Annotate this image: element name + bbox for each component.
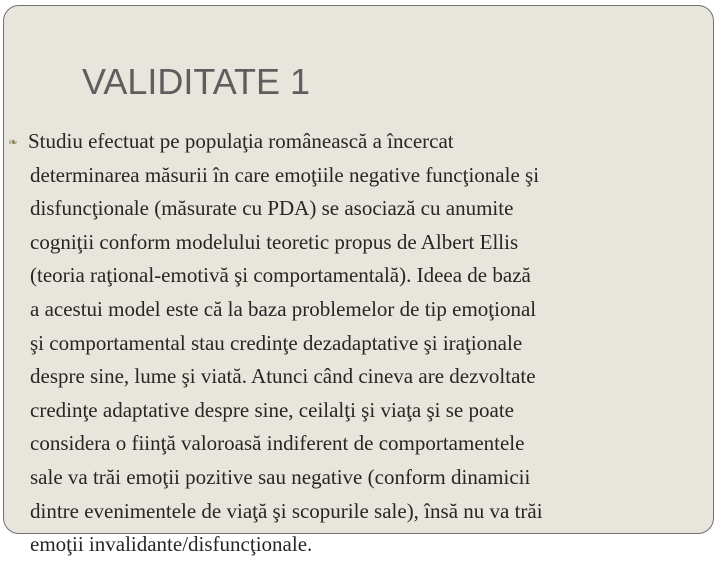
text-line: despre sine, lume şi viată. Atunci când cineva are dezvoltate bbox=[30, 364, 536, 389]
slide-title: VALIDITATE 1 bbox=[82, 61, 311, 102]
text-line: Studiu efectuat pe populaţia românească a încercat bbox=[28, 129, 454, 153]
text-line: dintre evenimentele de viaţă şi scopurile sale), însă nu va trăi bbox=[30, 498, 543, 523]
text-line: cogniţii conform modelului teoretic propus de Albert Ellis bbox=[30, 229, 519, 254]
slide bbox=[3, 5, 714, 557]
text-line: credinţe adaptative despre sine, ceilalţi şi viaţa şi se poate bbox=[30, 397, 514, 422]
text-line: (teoria raţional-emotivă şi comportamentală). Ideea de bază bbox=[30, 263, 531, 288]
text-line: considera o fiinţă valoroasă indiferent de comportamentele bbox=[30, 431, 525, 456]
text-line: emoţii invalidante/disfuncţionale. bbox=[30, 532, 313, 557]
text-line: şi comportamental stau credinţe dezadaptative şi iraţionale bbox=[30, 330, 523, 355]
slide-body bbox=[8, 125, 712, 562]
text-line: disfuncţionale (măsurate cu PDA) se asociază cu anumite bbox=[30, 196, 514, 221]
text-line: sale va trăi emoţii pozitive sau negative (conform dinamicii bbox=[30, 464, 531, 489]
text-line: a acestui model este că la baza problemelor de tip emoţional bbox=[30, 296, 537, 321]
bullet-line bbox=[8, 125, 712, 159]
text-line: determinarea măsurii în care emoţiile negative funcţionale şi bbox=[30, 162, 540, 187]
flourish-bullet-icon: ❧ bbox=[8, 135, 19, 149]
